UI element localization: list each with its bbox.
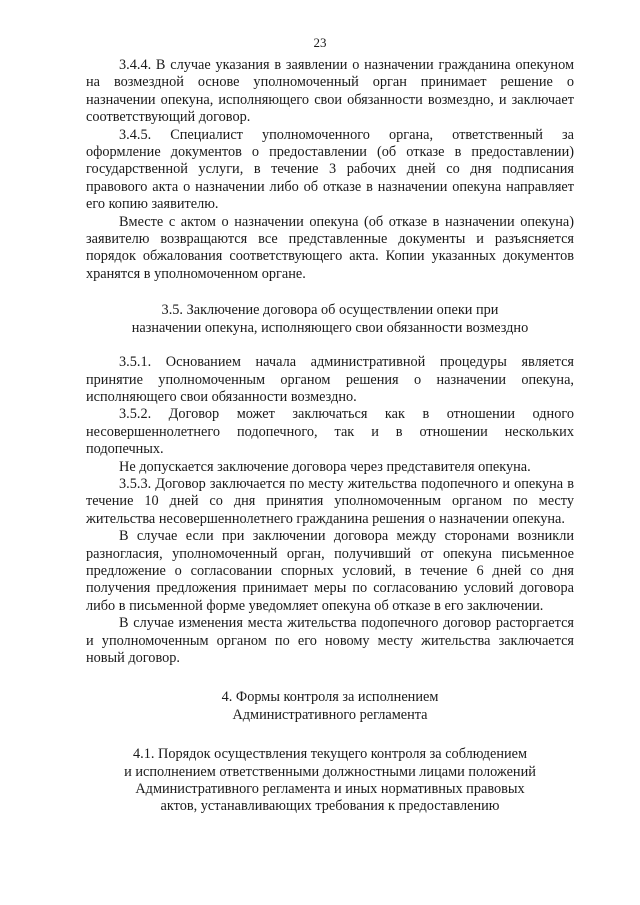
- paragraph-3-4-4: 3.4.4. В случае указания в заявлении о назначении гражданина опекуном на возмездной основе уполномоченный орган принимает решение о назначении опекуна, исполняющего свои обязанности возмездно, и заключает соответствующий договор.: [86, 57, 574, 126]
- paragraph-3-5-2: 3.5.2. Договор может заключаться как в отношении одного несовершеннолетнего подопечного, так и в отношении нескольких подопечных.: [86, 406, 574, 458]
- page-number: 23: [313, 35, 327, 50]
- section-heading-line: Административного регламента и иных нормативных правовых: [135, 781, 525, 798]
- paragraph-documents-return: Вместе с актом о назначении опекуна (об отказе в назначении опекуна) заявителю возвращаются все представленные документы и разъясняется порядок обжалования соответствующего акта. Копии указанных документов хранятся в уполномоченном органе.: [86, 213, 574, 282]
- paragraph-3-4-5: 3.4.5. Специалист уполномоченного органа, ответственный за оформление документов о предоставлении (об отказе в предоставлении) государственной услуги, в течение 3 рабочих дней со дня подписания правового акта о назначении либо об отказе в назначении опекуна направляет его копию заявителю.: [86, 126, 574, 213]
- section-heading-line: назначении опекуна, исполняющего свои обязанности возмездно: [131, 319, 529, 336]
- paragraph-change-residence: В случае изменения места жительства подопечного договор расторгается и уполномоченным органом по его новому месту жительства заключается новый договор.: [86, 615, 574, 666]
- section-4-1-heading: [86, 746, 574, 816]
- paragraph-3-5-3: 3.5.3. Договор заключается по месту жительства подопечного и опекуна в течение 10 дней со дня принятия уполномоченным органом по месту жительства несовершеннолетнего гражданина решения о назначении опекуна.: [86, 475, 574, 527]
- section-heading-line: и исполнением ответственными должностными лицами положений: [124, 763, 536, 780]
- section-heading-line: актов, устанавливающих требования к предоставлению: [160, 798, 500, 815]
- document-body: [86, 57, 574, 816]
- section-3-5-heading: [86, 302, 574, 337]
- section-heading-line: Административного регламента: [232, 706, 428, 723]
- paragraph-not-allowed: Не допускается заключение договора через представителя опекуна.: [119, 458, 531, 475]
- section-4-heading: [86, 689, 574, 724]
- section-heading-line: 3.5. Заключение договора об осуществлении опеки при: [161, 302, 499, 319]
- paragraph-3-5-1: 3.5.1. Основанием начала административной процедуры является принятие уполномоченным органом решения о назначении опекуна, исполняющего свои обязанности возмездно.: [86, 354, 574, 405]
- section-heading-line: 4. Формы контроля за исполнением: [221, 689, 439, 706]
- paragraph-disagreement: В случае если при заключении договора между сторонами возникли разногласия, уполномоченный орган, получивший от опекуна письменное предложение о согласовании спорных условий, в течение 6 дней со дня получения предложения принимает меры по согласованию условий договора либо в письменной форме уведомляет опекуна об отказе в его заключении.: [86, 528, 574, 614]
- section-heading-line: 4.1. Порядок осуществления текущего контроля за соблюдением: [132, 746, 528, 763]
